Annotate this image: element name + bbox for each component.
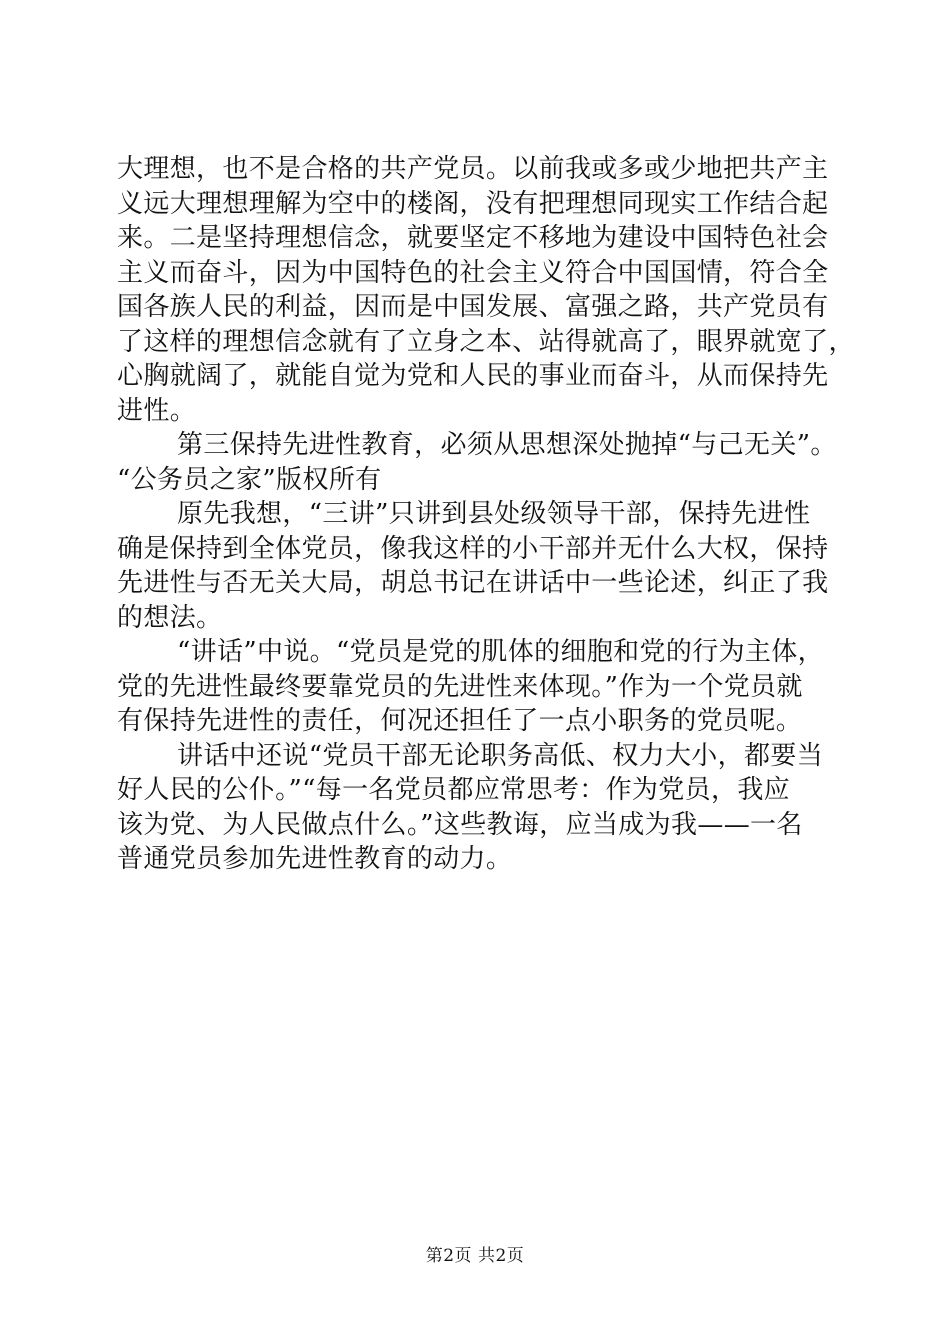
paragraph-heading-line: 第三保持先进性教育，必须从思想深处抛掉“与己无关”。: [177, 430, 837, 460]
text-line: 国各族人民的利益，因而是中国发展、富强之路，共产党员有: [117, 292, 829, 322]
text-line: 确是保持到全体党员，像我这样的小干部并无什么大权，保持: [117, 533, 829, 564]
text-line: 大理想，也不是合格的共产党员。以前我或多或少地把共产主: [117, 154, 829, 184]
text-line: “讲话”中说。“党员是党的肌体的细胞和党的行为主体，: [177, 637, 824, 667]
text-line: 来。二是坚持理想信念，就要坚定不移地为建设中国特色社会: [117, 223, 829, 253]
text-line: 进性。: [117, 395, 197, 426]
text-line: 讲话中还说“党员干部无论职务高低、权力大小，都要当: [177, 740, 824, 771]
copyright-line: “公务员之家”版权所有: [117, 464, 382, 495]
text-line: 该为党、为人民做点什么。”这些教诲，应当成为我——一名: [117, 809, 803, 840]
page-number-footer: 第2页 共2页: [425, 1246, 525, 1266]
text-line: 党的先进性最终要靠党员的先进性来体现。”作为一个党员就: [117, 671, 803, 702]
document-body: [117, 152, 855, 877]
text-line: 的想法。: [117, 602, 223, 633]
text-line: 原先我想，“三讲”只讲到县处级领导干部，保持先进性: [177, 499, 811, 529]
text-line: 主义而奋斗，因为中国特色的社会主义符合中国国情，符合全: [117, 257, 829, 288]
text-line: 心胸就阔了，就能自觉为党和人民的事业而奋斗，从而保持先: [117, 361, 829, 391]
text-line: 有保持先进性的责任，何况还担任了一点小职务的党员呢。: [117, 706, 803, 736]
text-line: 先进性与否无关大局，胡总书记在讲话中一些论述，纠正了我: [117, 568, 829, 598]
text-line: 义远大理想理解为空中的楼阁，没有把理想同现实工作结合起: [117, 188, 829, 219]
text-line: 好人民的公仆。”“每一名党员都应常思考：作为党员，我应: [117, 775, 791, 805]
text-line: 普通党员参加先进性教育的动力。: [117, 844, 513, 874]
text-line: 了这样的理想信念就有了立身之本、站得就高了，眼界就宽了，: [117, 326, 855, 357]
